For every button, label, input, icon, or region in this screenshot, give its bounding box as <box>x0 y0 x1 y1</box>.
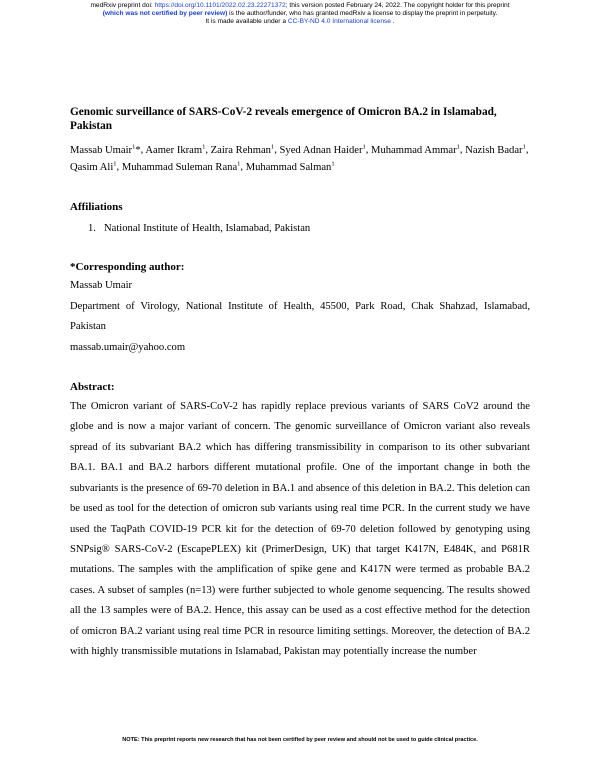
author-name: Syed Adnan Haider$^1$ <box>279 143 366 156</box>
corresponding-author-heading: *Corresponding author: <box>70 261 185 274</box>
header-line-1: medRxiv preprint doi: https://doi.org/10.1101/2022.02.23.22271372; this version posted February 24, 2022. The copyright holder for this preprint <box>90 2 510 9</box>
license-link[interactable]: CC-BY-ND 4.0 International license <box>287 18 391 25</box>
author-name: Nazish Badar$^1$ <box>465 143 526 156</box>
abstract-text: The Omicron variant of SARS-CoV-2 has rapidly replace previous variants of SARS CoV2 around the globe and is now a major variant of concern. The genomic surveillance of Omicron variant also reveals spread of its subvariant BA.2 which has differing transmissibility in comparison to its other subvariant BA.1. BA.1 and BA.2 harbors different mutational profile. One of the important change in both the subvariants is the presence of 69-70 deletion in BA.1 and absence of this deletion in BA.2. This deletion can be used as tool for the detection of omicron sub variants using real time PCR. In the current study we have used the TaqPath COVID-19 PCR kit for the detection of 69-70 deletion followed by genotyping using SNPsig® SARS-CoV-2 (EscapePLEX) kit (PrimerDesign, UK) that target K417N, E484K, and P681R mutations. The samples with the amplification of spike gene and K417N were termed as probable BA.2 cases. A subset of samples (n=13) were further subjected to whole genome sequencing. The results showed all the 13 samples were of BA.2. Hence, this assay can be used as a cost effective method for the detection of omicron BA.2 variant using real time PCR in resource limiting settings. Moreover, the detection of BA.2 with highly transmissible mutations in Islamabad, Pakistan may potentially increase the number <box>70 401 530 657</box>
author-name: Muhammad Salman$^1$ <box>245 160 335 173</box>
author-affiliation-mark: 1 <box>237 160 241 168</box>
doi-link[interactable]: https://doi.org/10.1101/2022.02.23.22271372 <box>154 2 286 9</box>
affiliation-item: 1. National Institute of Health, Islamabad, Pakistan <box>88 223 311 235</box>
author-affiliation-mark: 1 <box>456 143 460 150</box>
author-name: Zaira Rehman$^1$ <box>210 143 275 156</box>
author-name: Muhammad Ammar$^1$ <box>371 143 460 156</box>
preprint-footer-note: NOTE: This preprint reports new research that has not been certified by peer review and should not be used to guide clinical practice. <box>122 737 478 743</box>
preprint-header <box>0 2 600 26</box>
author-affiliation-mark: 1 <box>362 143 366 150</box>
author-name: Muhammad Suleman Rana$^1$ <box>121 160 241 173</box>
author-name: Qasim Ali$^1$ <box>70 160 117 173</box>
author-affiliation-mark: 1 <box>331 160 335 168</box>
author-list: Massab Umair$^1$*, Aamer Ikram$^1$, Zaira Rehman$^1$, Syed Adnan Haider$^1$, Muhammad Ammar$^1$, Nazish Badar$^1$, Qasim Ali$^1$, Muhammad Suleman Rana$^1$, Muhammad Salman$^1$ <box>70 143 529 173</box>
paper-title: Genomic surveillance of SARS-CoV-2 reveals emergence of Omicron BA.2 in Islamabad, Pakistan <box>70 106 497 132</box>
corresponding-author-email[interactable]: massab.umair@yahoo.com <box>70 341 186 353</box>
corresponding-author-name: Massab Umair <box>70 280 133 292</box>
corresponding-author-block <box>70 276 530 358</box>
author-name: Aamer Ikram$^1$ <box>145 143 206 156</box>
paper-content <box>70 105 530 662</box>
author-affiliation-mark: 1 <box>202 143 206 150</box>
author-affiliation-mark: 1 <box>522 143 526 150</box>
abstract-heading: Abstract: <box>70 381 115 394</box>
header-line-2: (which was not certified by peer review) is the author/funder, who has granted medRxiv a license to display the preprint in perpetuity. <box>102 10 498 17</box>
author-name: Massab Umair$^1$* <box>70 143 141 156</box>
affiliations-heading: Affiliations <box>70 201 123 214</box>
author-affiliation-mark: 1 <box>132 143 136 150</box>
author-affiliation-mark: 1 <box>113 160 117 168</box>
corresponding-author-address: Department of Virology, National Institute of Health, 45500, Park Road, Chak Shahzad, Islamabad, Pakistan <box>70 300 530 333</box>
author-affiliation-mark: 1 <box>270 143 275 150</box>
header-line-3: It is made available under a CC-BY-ND 4.0 International license . <box>205 18 395 25</box>
